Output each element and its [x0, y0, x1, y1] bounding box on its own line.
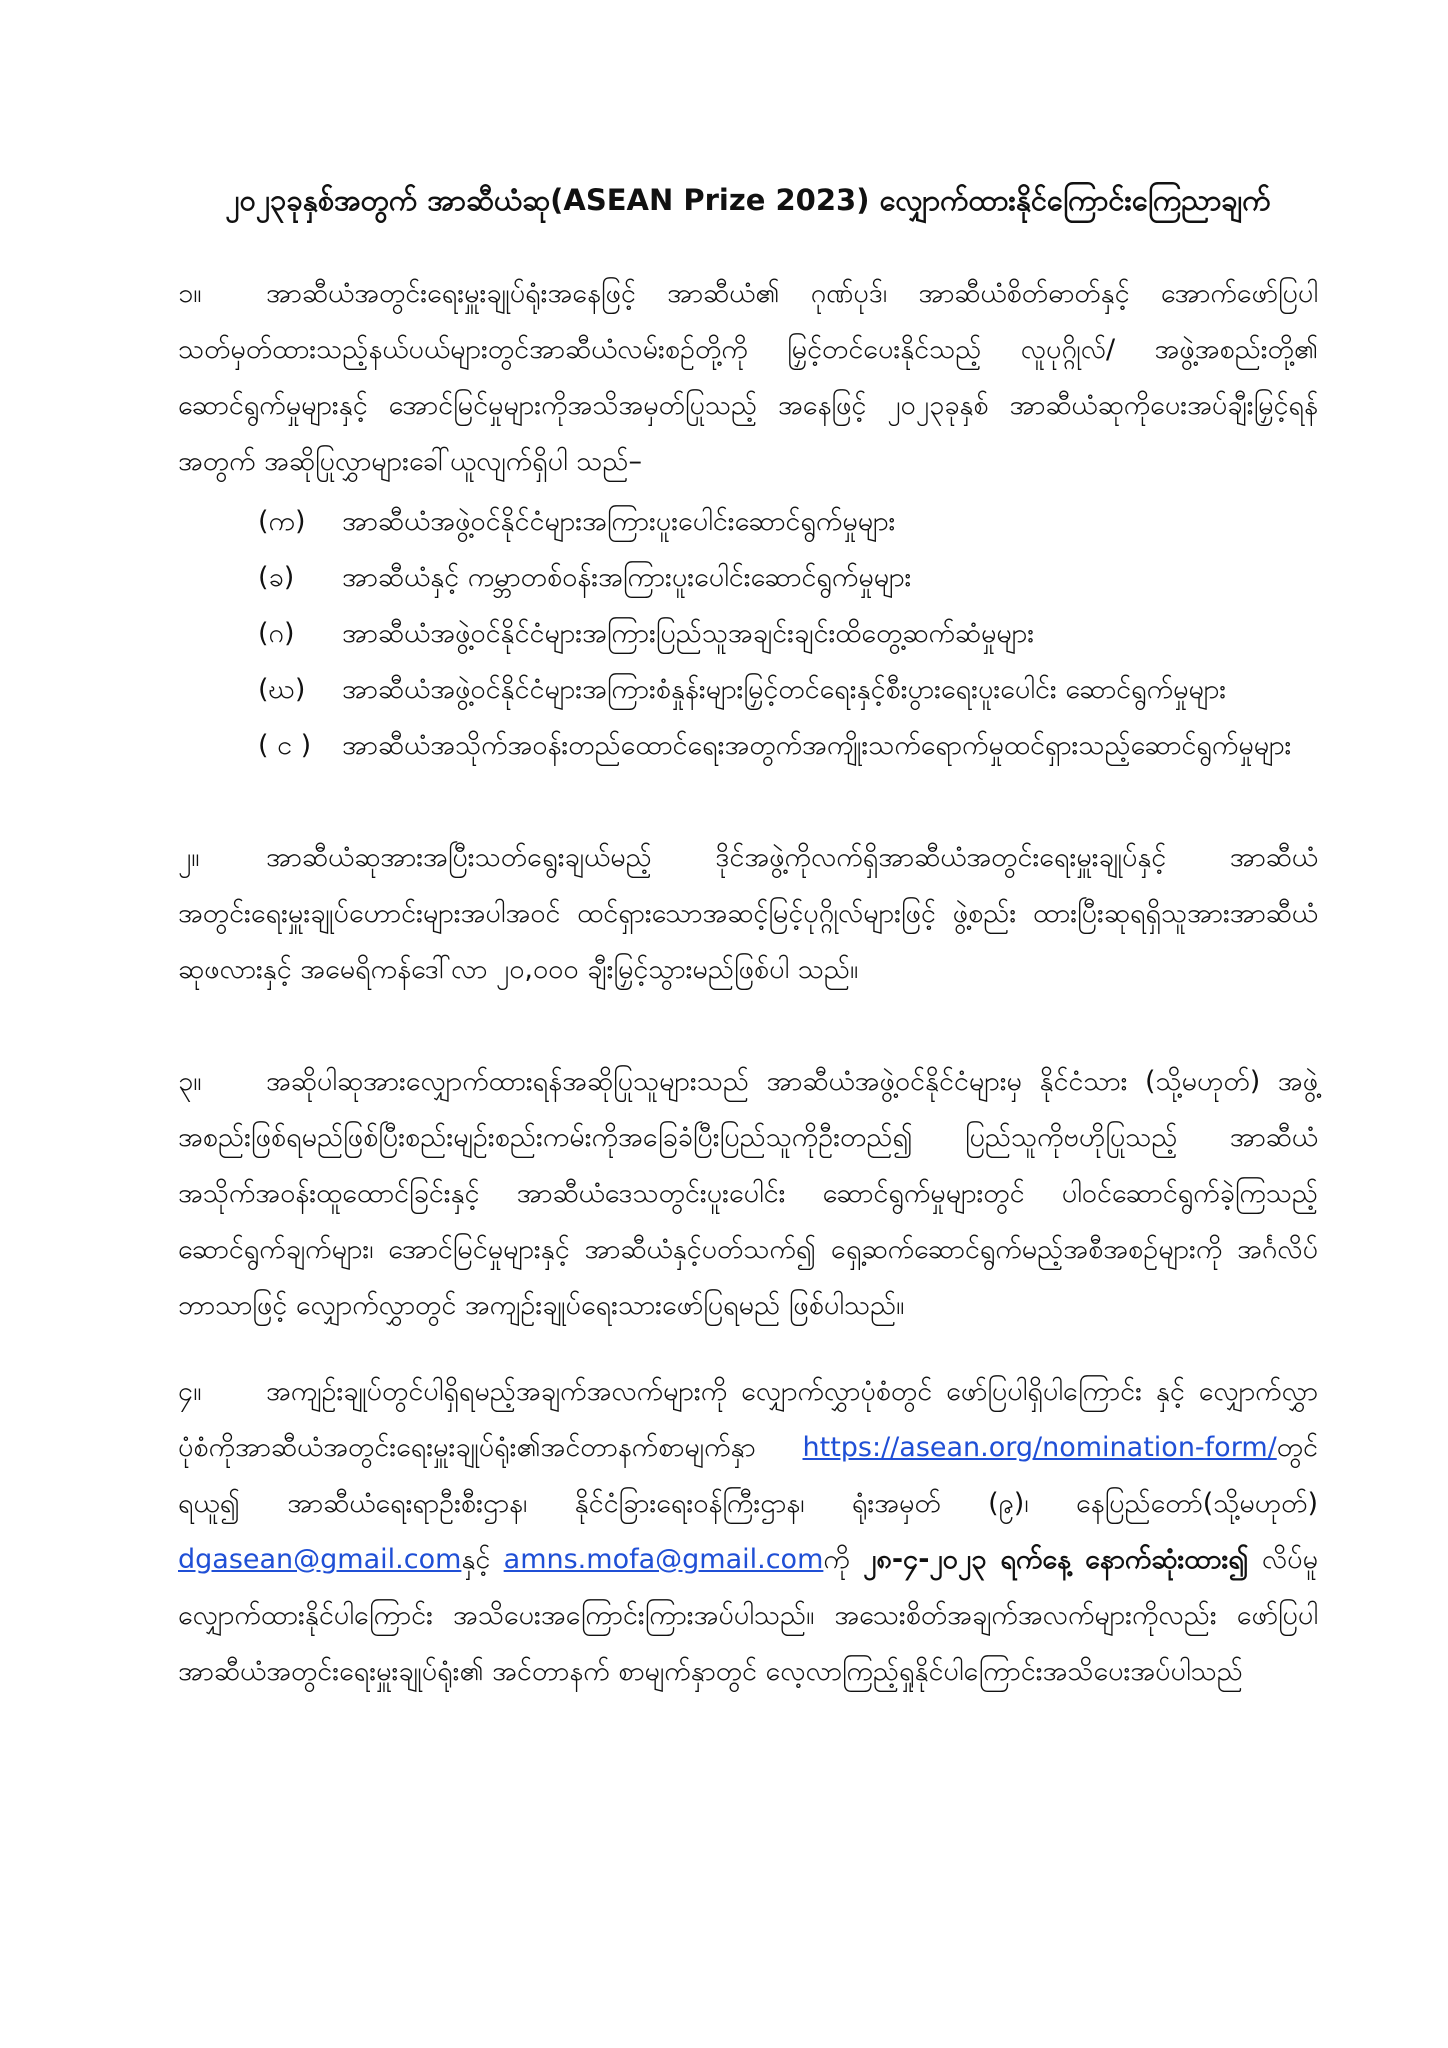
- list-text: အာဆီယံနှင့် ကမ္ဘာတစ်ဝန်းအကြားပူးပေါင်းဆောင်ရွက်မှုများ: [342, 562, 912, 593]
- list-marker: (ဂ): [258, 618, 295, 649]
- spacer: [178, 998, 1318, 1054]
- list-marker: (က): [258, 506, 306, 537]
- paragraph-number: ၁။: [178, 278, 202, 309]
- nomination-form-link[interactable]: https://asean.org/nomination-form/: [802, 1432, 1277, 1463]
- paragraph-number: ၄။: [178, 1376, 202, 1407]
- list-text: အာဆီယံအဖွဲ့ဝင်နိုင်ငံများအကြားပြည်သူအချင်းချင်းထိတွေ့ဆက်ဆံမှုများ: [342, 618, 1035, 649]
- paragraph-number: ၂။: [178, 842, 200, 873]
- paragraph-text: အာဆီယံဆုအားအပြီးသတ်ရွေးချယ်မည့် ဒိုင်အဖွဲ့ကိုလက်ရှိအာဆီယံအတွင်းရေးမှူးချုပ်နှင့် အာဆီယံအတွင်းရေးမှူးချုပ်ဟောင်းများအပါအဝင် ထင်ရှားသောအဆင့်မြင့်ပုဂ္ဂိုလ်များဖြင့် ဖွဲ့စည်း ထားပြီးဆုရရှိသူအားအာဆီယံဆုဖလားနှင့် အမေရိကန်ဒေါ်လာ ၂၀,၀၀၀ ချီးမြှင့်သွားမည်ဖြစ်ပါ သည်။: [178, 842, 1318, 985]
- paragraph-2: [178, 830, 1318, 998]
- list-text: အာဆီယံအသိုက်အဝန်းတည်ထောင်ရေးအတွက်အကျိုးသက်ရောက်မှုထင်ရှားသည့်ဆောင်ရွက်မှုများ: [342, 730, 1292, 761]
- spacer: [178, 1334, 1318, 1364]
- spacer: [178, 774, 1318, 830]
- paragraph-text-part: လိပ်မူလျှောက်ထားနိုင်ပါကြောင်း အသိပေးအကြောင်းကြားအပ်ပါသည်။ အသေးစိတ်အချက်အလက်များကိုလည်း ဖော်ပြပါအာဆီယံအတွင်းရေးမှူးချုပ်ရုံး၏ အင်တာနက် စာမျက်နှာတွင် လေ့လာကြည့်ရှုနိုင်ပါကြောင်းအသိပေးအပ်ပါသည်: [178, 1544, 1318, 1687]
- paragraph-1: [178, 266, 1318, 490]
- deadline-text: ၂၈-၄-၂၀၂၃ ရက်နေ့ နောက်ဆုံးထား၍: [863, 1544, 1249, 1575]
- paragraph-number: ၃။: [178, 1066, 202, 1097]
- list-text: အာဆီယံအဖွဲ့ဝင်နိုင်ငံများအကြားစံနှုန်းများမြှင့်တင်ရေးနှင့်စီးပွားရေးပူးပေါင်း ဆောင်ရွက်မှုများ: [342, 674, 1227, 705]
- list-item: [178, 550, 1318, 606]
- paragraph-text: အာဆီယံအတွင်းရေးမှူးချုပ်ရုံးအနေဖြင့် အာဆီယံ၏ ဂုဏ်ပုဒ်၊ အာဆီယံစိတ်ဓာတ်နှင့် အောက်ဖော်ပြပါသတ်မှတ်ထားသည့်နယ်ပယ်များတွင်အာဆီယံလမ်းစဉ်တို့ကို မြှင့်တင်ပေးနိုင်သည့် လူပုဂ္ဂိုလ်/ အဖွဲ့အစည်းတို့၏ ဆောင်ရွက်မှုများနှင့် အောင်မြင်မှုများကိုအသိအမှတ်ပြုသည့် အနေဖြင့် ၂၀၂၃ခုနှစ် အာဆီယံဆုကိုပေးအပ်ချီးမြှင့်ရန်အတွက် အဆိုပြုလွှာများခေါ်ယူလျက်ရှိပါ သည်–: [178, 278, 1318, 477]
- paragraph-text-part: ကို: [823, 1544, 864, 1575]
- paragraph-3: [178, 1054, 1318, 1334]
- list-item: [178, 718, 1318, 774]
- list-text: အာဆီယံအဖွဲ့ဝင်နိုင်ငံများအကြားပူးပေါင်းဆောင်ရွက်မှုများ: [342, 506, 896, 537]
- paragraph-text-part: တွင်ရယူ၍ အာဆီယံရေးရာဦးစီးဌာန၊ နိုင်ငံခြားရေးဝန်ကြီးဌာန၊ ရုံးအမှတ် (၉)၊ နေပြည်တော်(သို့မဟုတ်): [178, 1432, 1318, 1519]
- list-marker: ( င ): [258, 730, 312, 761]
- paragraph-text-part: အကျဉ်းချုပ်တွင်ပါရှိရမည့်အချက်အလက်များကို လျှောက်လွှာပုံစံတွင် ဖော်ပြပါရှိပါကြောင်း နှင့် လျှောက်လွှာပုံစံကိုအာဆီယံအတွင်းရေးမှူးချုပ်ရုံး၏အင်တာနက်စာမျက်နှာ: [178, 1376, 1318, 1463]
- dgasean-email-link[interactable]: dgasean@gmail.com: [178, 1544, 462, 1575]
- paragraph-text: အဆိုပါဆုအားလျှောက်ထားရန်အဆိုပြုသူများသည် အာဆီယံအဖွဲ့ဝင်နိုင်ငံများမှ နိုင်ငံသား (သို့မဟုတ်) အဖွဲ့အစည်းဖြစ်ရမည်ဖြစ်ပြီးစည်းမျဉ်းစည်းကမ်းကိုအခြေခံပြီးပြည်သူကိုဦးတည်၍ ပြည်သူကိုဗဟိုပြုသည့် အာဆီယံအသိုက်အဝန်းထူထောင်ခြင်းနှင့် အာဆီယံဒေသတွင်းပူးပေါင်း ဆောင်ရွက်မှုများတွင် ပါဝင်ဆောင်ရွက်ခဲ့ကြသည့် ဆောင်ရွက်ချက်များ၊ အောင်မြင်မှုများနှင့် အာဆီယံနှင့်ပတ်သက်၍ ရှေ့ဆက်ဆောင်ရွက်မည့်အစီအစဉ်များကို အင်္ဂလိပ်ဘာသာဖြင့် လျှောက်လွှာတွင် အကျဉ်းချုပ်ရေးသားဖော်ပြရမည် ဖြစ်ပါသည်။: [178, 1066, 1318, 1321]
- list-item: [178, 662, 1318, 718]
- page-title: ၂၀၂၃ခုနှစ်အတွက် အာဆီယံဆု(ASEAN Prize 2023) လျှောက်ထားနိုင်ကြောင်းကြေညာချက်: [225, 183, 1271, 217]
- list-marker: (ဃ): [258, 674, 306, 705]
- list-marker: (ခ): [258, 562, 295, 593]
- category-list: [178, 494, 1318, 774]
- list-item: [178, 494, 1318, 550]
- paragraph-text-part: နှင့်: [461, 1544, 504, 1575]
- list-item: [178, 606, 1318, 662]
- paragraph-4: [178, 1364, 1318, 1700]
- amns-mofa-email-link[interactable]: amns.mofa@gmail.com: [503, 1544, 824, 1575]
